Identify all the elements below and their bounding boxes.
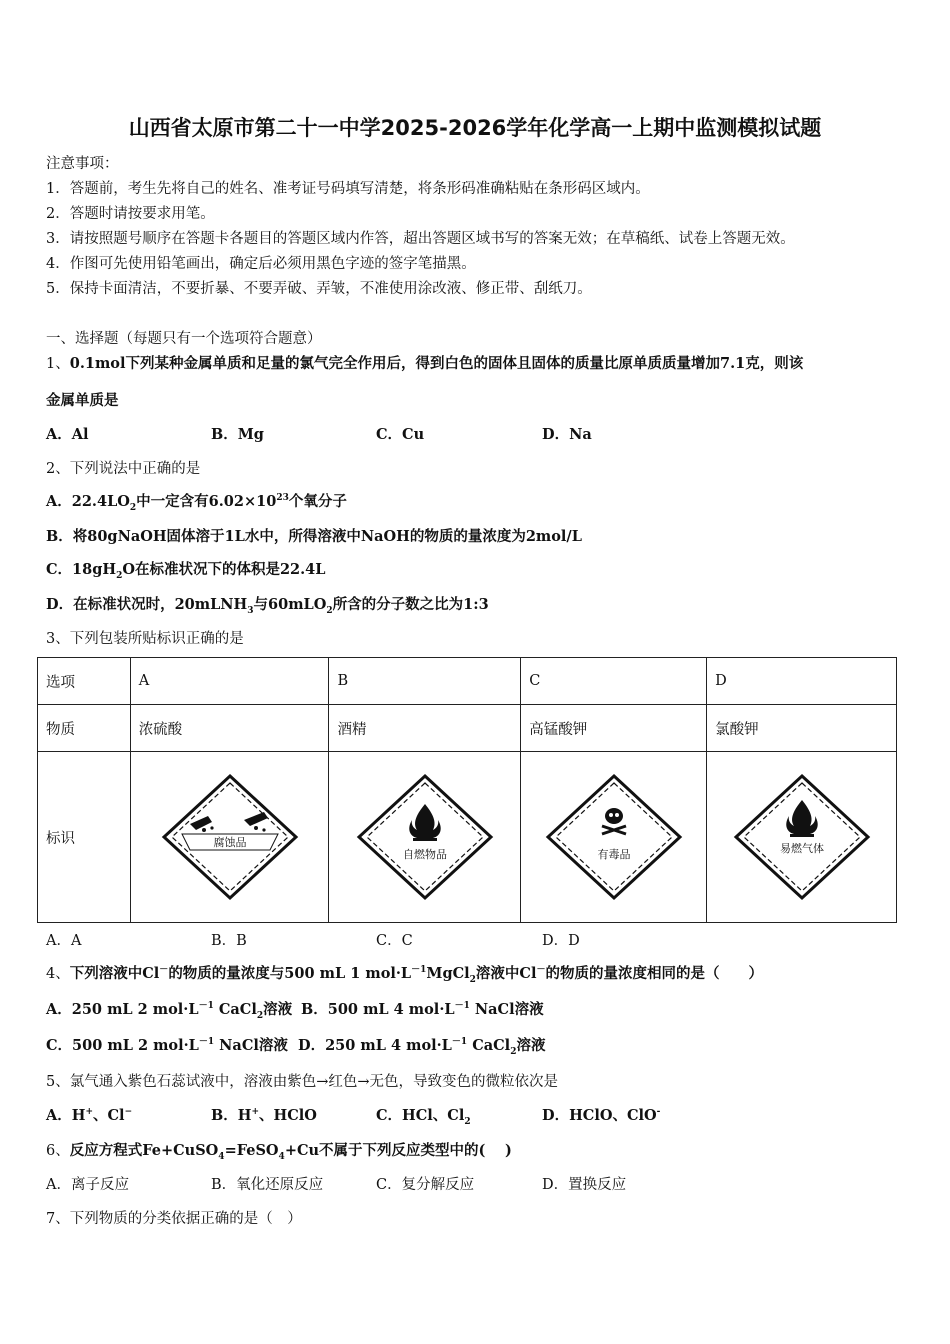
text-part: C．HCl、Cl	[376, 1107, 465, 1124]
q2-option-c[interactable]	[46, 558, 325, 581]
q3-option-d[interactable]: D．D	[542, 933, 580, 949]
table-cell: C	[521, 658, 707, 705]
notice-heading: 注意事项：	[46, 156, 119, 172]
toxic-sign-icon	[544, 772, 684, 902]
text-part: 下列溶液中Cl	[69, 965, 160, 982]
notice-item: 1．答题前，考生先将自己的姓名、准考证号码填写清楚，将条形码准确粘贴在条形码区域内。	[46, 181, 650, 197]
text-part: C．500 mL 2 mol·L	[46, 1037, 199, 1054]
subscript: 4	[218, 1151, 225, 1162]
text-part: CaCl	[467, 1037, 511, 1054]
superscript: 23	[276, 493, 289, 504]
q3-option-c[interactable]: C．C	[376, 933, 413, 949]
sign-label: 腐蚀品	[213, 836, 247, 849]
subscript: 4	[278, 1151, 285, 1162]
superscript: －	[159, 965, 169, 976]
superscript: +	[251, 1107, 260, 1118]
subscript: 2	[510, 1046, 517, 1057]
superscript: －1	[454, 1001, 470, 1012]
table-cell	[521, 752, 707, 923]
question-number: 3、	[46, 631, 70, 647]
text-part: 溶液中Cl	[475, 965, 537, 982]
question-3	[46, 627, 244, 648]
q1-option-d[interactable]: D．Na	[542, 426, 592, 443]
question-5	[46, 1070, 558, 1091]
q2-option-d[interactable]	[46, 593, 489, 616]
subscript: 2	[464, 1116, 471, 1127]
subscript: 2	[469, 974, 476, 985]
text-part: 个氧分子	[288, 493, 347, 510]
text-part: 溶液	[516, 1037, 546, 1054]
notice-item: 2．答题时请按要求用笔。	[46, 206, 215, 222]
superscript: －1	[451, 1037, 468, 1048]
text-part: 的物质的量浓度相同的是（ ）	[545, 965, 763, 982]
text-part: 所含的分子数之比为1:3	[332, 596, 489, 613]
question-text: 0.1mol下列某种金属单质和足量的氯气完全作用后，得到白色的固体且固体的质量比原单质质量增加7.1克，则该	[69, 355, 804, 372]
sign-label: 自燃物品	[402, 848, 447, 861]
table-cell: 高锰酸钾	[521, 705, 707, 752]
text-part: O在标准状况下的体积是22.4L	[122, 561, 326, 578]
superscript: －1	[198, 1001, 214, 1012]
table-cell: 酒精	[329, 705, 521, 752]
question-number: 7、	[46, 1211, 70, 1227]
table-row	[38, 658, 897, 705]
text-part: 、Cl	[93, 1107, 125, 1124]
q6-option-a[interactable]: A．离子反应	[46, 1177, 129, 1193]
subscript: 2	[129, 502, 137, 513]
question-number: 1、	[46, 356, 70, 372]
question-text: 氯气通入紫色石蕊试液中，溶液由紫色→红色→无色，导致变色的微粒依次是	[69, 1074, 559, 1090]
table-row	[38, 705, 897, 752]
table-cell	[707, 752, 897, 923]
question-text: 下列包装所贴标识正确的是	[69, 631, 244, 647]
text-part: 与60mLO	[253, 596, 327, 613]
q6-option-c[interactable]: C．复分解反应	[376, 1177, 475, 1193]
table-cell	[130, 752, 329, 923]
sign-label: 有毒品	[597, 848, 631, 861]
subscript: 3	[247, 605, 254, 616]
q4-option-b[interactable]	[301, 998, 544, 1019]
q4-option-c[interactable]	[46, 1034, 288, 1055]
q6-option-d[interactable]: D．置换反应	[542, 1177, 627, 1193]
table-cell	[329, 752, 521, 923]
text-part: B．500 mL 4 mol·L	[301, 1001, 455, 1018]
text-part: +Cu不属于下列反应类型中的( )	[284, 1142, 512, 1159]
superscript: －1	[411, 965, 427, 976]
question-number: 6、	[46, 1143, 70, 1159]
text-part: =FeSO	[224, 1142, 279, 1159]
table-cell: 选项	[38, 658, 131, 705]
question-text: 下列说法中正确的是	[69, 461, 201, 477]
text-part: A．H	[46, 1107, 86, 1124]
q1-option-b[interactable]: B．Mg	[211, 426, 264, 443]
table-cell: D	[707, 658, 897, 705]
text-part: 溶液	[263, 1001, 293, 1018]
notice-item: 4．作图可先使用铅笔画出，确定后必须用黑色字迹的签字笔描黑。	[46, 256, 476, 272]
text-part: 反应方程式Fe+CuSO	[69, 1142, 219, 1159]
text-part: C．18gH	[46, 561, 117, 578]
question-6	[46, 1139, 512, 1162]
text-part: NaCl溶液	[469, 1001, 544, 1018]
q5-option-d[interactable]	[542, 1104, 660, 1125]
table-cell: 物质	[38, 705, 131, 752]
sign-label: 易燃气体	[779, 842, 824, 855]
q4-option-d[interactable]	[298, 1034, 545, 1057]
subscript: 2	[256, 1010, 264, 1021]
question-number: 4、	[46, 966, 70, 982]
text-part: CaCl	[213, 1001, 257, 1018]
table-cell: 标识	[38, 752, 131, 923]
superscript: +	[85, 1107, 93, 1118]
question-1-continued: 金属单质是	[46, 392, 119, 409]
q2-option-b[interactable]: B．将80gNaOH固体溶于1L水中，所得溶液中NaOH的物质的量浓度为2mol/L	[46, 528, 582, 545]
text-part: A．22.4LO	[46, 493, 130, 510]
notice-item: 5．保持卡面清洁，不要折暴、不要弄破、弄皱，不准使用涂改液、修正带、刮纸刀。	[46, 281, 592, 297]
section-heading: 一、选择题（每题只有一个选项符合题意）	[46, 331, 322, 347]
q1-option-c[interactable]: C．Cu	[376, 426, 425, 443]
question-text: 下列物质的分类依据正确的是（ ）	[69, 1211, 302, 1227]
q2-option-a[interactable]	[46, 490, 347, 513]
superscript: −	[124, 1107, 133, 1118]
hazard-label-table	[37, 657, 897, 923]
q5-option-c[interactable]	[376, 1104, 471, 1127]
text-part: D．HClO、ClO	[542, 1107, 657, 1124]
q5-option-b[interactable]	[211, 1104, 317, 1125]
text-part: A．250 mL 2 mol·L	[46, 1001, 199, 1018]
question-2	[46, 457, 200, 478]
question-7	[46, 1207, 302, 1228]
text-part: NaCl溶液	[214, 1037, 288, 1054]
table-row	[38, 752, 897, 923]
text-part: 、HClO	[259, 1107, 317, 1124]
question-4	[46, 962, 763, 985]
q1-option-a[interactable]: A．Al	[46, 426, 89, 443]
q5-option-a[interactable]	[46, 1104, 132, 1125]
text-part: 的物质的量浓度与500 mL 1 mol·L	[168, 965, 412, 982]
q3-option-b[interactable]: B．B	[211, 933, 247, 949]
text-part: 中一定含有6.02×10	[136, 493, 277, 510]
superscript: －1	[198, 1037, 215, 1048]
table-cell: A	[130, 658, 329, 705]
text-part: MgCl	[426, 965, 470, 982]
question-1	[46, 352, 803, 373]
table-cell: 浓硫酸	[130, 705, 329, 752]
question-number: 2、	[46, 461, 70, 477]
subscript: 2	[116, 570, 123, 581]
q3-option-a[interactable]: A．A	[46, 933, 82, 949]
flammable-gas-sign-icon	[732, 772, 872, 902]
table-cell: B	[329, 658, 521, 705]
text-part: D．250 mL 4 mol·L	[298, 1037, 452, 1054]
subscript: 2	[326, 605, 333, 616]
table-cell: 氯酸钾	[707, 705, 897, 752]
superscript: -	[656, 1107, 661, 1118]
page-title: 山西省太原市第二十一中学2025-2026学年化学高一上期中监测模拟试题	[128, 116, 822, 140]
q4-option-a[interactable]	[46, 998, 292, 1021]
superscript: －	[536, 965, 546, 976]
q6-option-b[interactable]: B．氧化还原反应	[211, 1177, 324, 1193]
notice-item: 3．请按照题号顺序在答题卡各题目的答题区域内作答，超出答题区域书写的答案无效；在草稿纸、试卷上答题无效。	[46, 231, 795, 247]
spontaneous-combustion-sign-icon	[355, 772, 495, 902]
corrosive-sign-icon	[160, 772, 300, 902]
question-number: 5、	[46, 1074, 70, 1090]
text-part: B．H	[211, 1107, 252, 1124]
text-part: D．在标准状况时，20mLNH	[46, 596, 248, 613]
